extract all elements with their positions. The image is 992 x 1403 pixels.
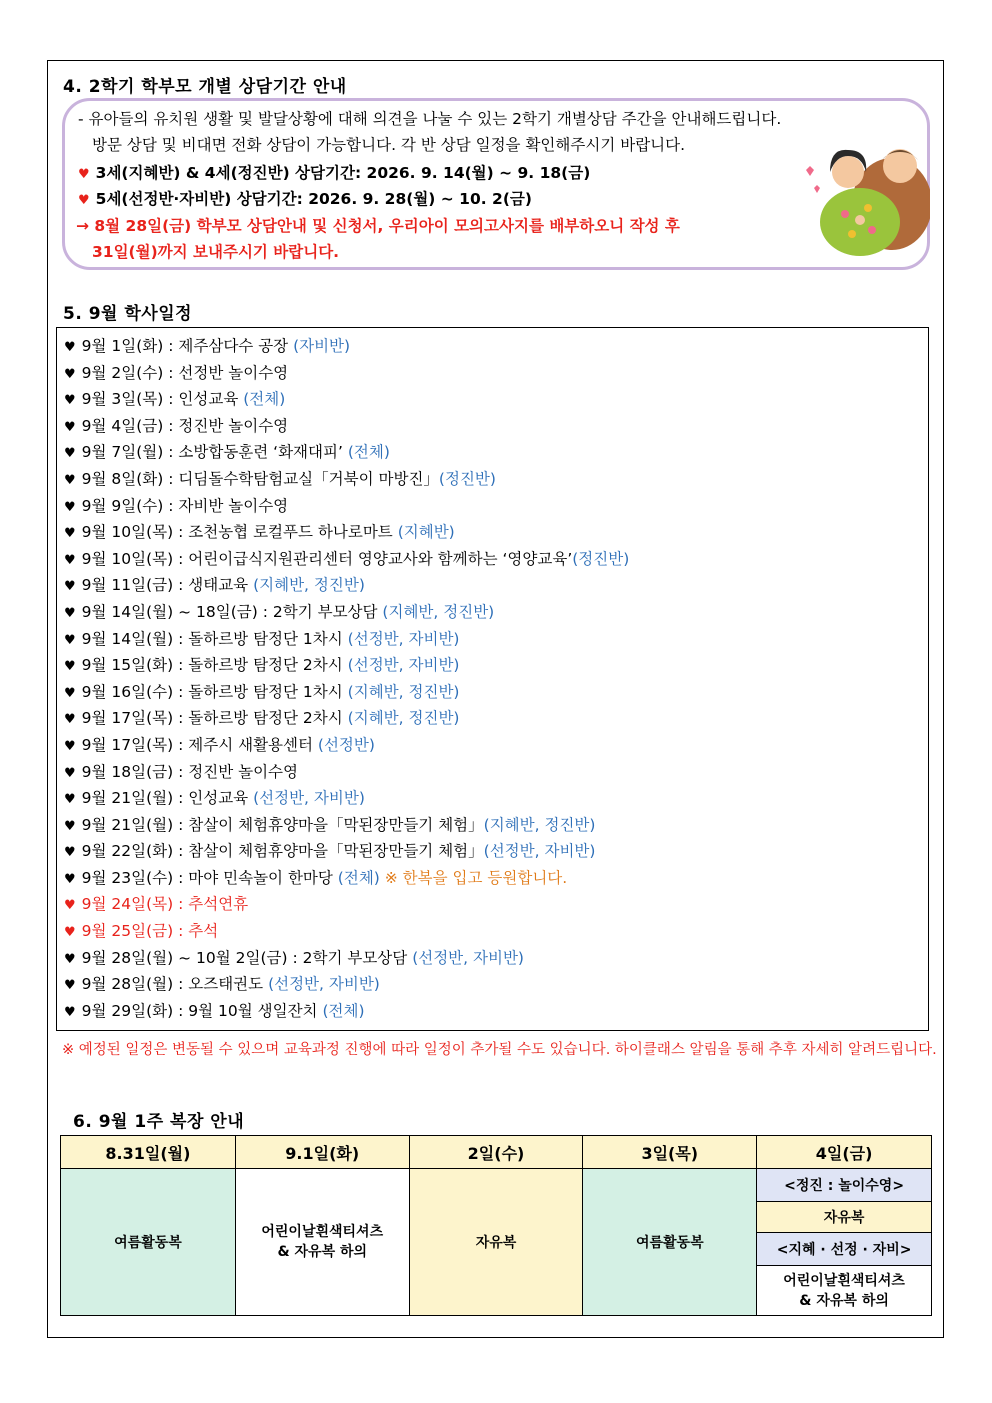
schedule-item-class-tag: (전체) (243, 390, 286, 409)
schedule-item-text: 9월 14일(월) : 돌하르방 탐정단 1차시 (81, 629, 348, 648)
schedule-item (64, 519, 629, 546)
dress-fri-b-value: 어린이날흰색티셔츠 & 자유복 하의 (757, 1266, 932, 1316)
schedule-item-class-tag: (전체) (322, 1001, 365, 1020)
schedule-item-text: 9월 23일(수) : 마야 민속놀이 한마당 (81, 868, 338, 887)
section4-intro2: 방문 상담 및 비대면 전화 상담이 가능합니다. 각 반 상담 일정을 확인해주시기 바랍니다. (92, 136, 686, 154)
heart-icon: ♥ (64, 393, 76, 409)
section4-intro1: - 유아들의 유치원 생활 및 발달상황에 대해 의견을 나눌 수 있는 2학기 개별상담 주간을 안내해드립니다. (78, 110, 782, 128)
heart-icon: ♥ (64, 792, 76, 808)
schedule-item-class-tag: (지혜반, 정진반) (253, 576, 365, 595)
section4-notice1: → 8월 28일(금) 학부모 상담안내 및 신청서, 우리아이 모의고사지를 배부하오니 작성 후 (76, 217, 680, 235)
schedule-item (64, 785, 629, 812)
schedule-item-text: 9월 9일(수) : 자비반 놀이수영 (81, 496, 289, 515)
schedule-item-class-tag: (지혜반) (397, 523, 455, 542)
heart-icon: ♥ (64, 632, 76, 648)
schedule-item-text: 9월 25일(금) : 추석 (81, 922, 219, 941)
header-wed: 2일(수) (409, 1136, 583, 1169)
schedule-item-text: 9월 29일(화) : 9월 10월 생일잔치 (81, 1001, 323, 1020)
heart-icon: ♥ (64, 366, 76, 382)
schedule-item (64, 386, 629, 413)
schedule-item (64, 679, 629, 706)
schedule-item-class-tag: (선정반, 자비반) (253, 789, 365, 808)
schedule-item-text: 9월 8일(화) : 디딤돌수학탐험교실「거북이 마방진」 (81, 469, 439, 488)
dress-fri-b-label: <지혜 · 선정 · 자비> (757, 1233, 932, 1266)
heart-icon: ♥ (64, 472, 76, 488)
heart-icon: ♥ (64, 419, 76, 435)
schedule-item-text: 9월 3일(목) : 인성교육 (81, 390, 244, 409)
header-mon: 8.31일(월) (61, 1136, 236, 1169)
schedule-item-text: 9월 18일(금) : 정진반 놀이수영 (81, 762, 298, 781)
schedule-item-text: 9월 7일(월) : 소방합동훈련 ‘화재대피’ (81, 443, 348, 462)
schedule-item-class-tag: (선정반) (317, 735, 375, 754)
schedule-item-class-tag: (선정반, 자비반) (268, 975, 380, 994)
schedule-item-class-tag: (지혜반, 정진반) (347, 709, 460, 728)
heart-icon: ♥ (64, 738, 76, 754)
heart-icon: ♥ (64, 765, 76, 781)
dress-table (60, 1135, 932, 1316)
schedule-item-text: 9월 10일(목) : 조천농협 로컬푸드 하나로마트 (81, 523, 398, 542)
schedule-note: ※ 예정된 일정은 변동될 수 있으며 교육과정 진행에 따라 일정이 추가될 수도 있습니다. 하이클래스 알림을 통해 추후 자세히 알려드립니다. (62, 1042, 937, 1058)
schedule-item (64, 705, 629, 732)
heart-icon: ♥ (64, 685, 76, 701)
schedule-item (64, 865, 629, 892)
schedule-list (64, 333, 629, 1024)
schedule-item-class-tag: (선정반, 자비반) (347, 629, 460, 648)
dress-fri-a-value: 자유복 (757, 1202, 932, 1233)
schedule-item-class-tag: (지혜반, 정진반) (347, 682, 460, 701)
schedule-item (64, 945, 629, 972)
heart-icon: ♥ (64, 499, 76, 515)
schedule-item-text: 9월 16일(수) : 돌하르방 탐정단 1차시 (81, 682, 348, 701)
section4-period2 (78, 187, 532, 209)
heart-icon: ♥ (64, 446, 76, 462)
dress-fri-a-label: <정진 : 놀이수영> (757, 1169, 932, 1202)
section5-title: 5. 9월 학사일정 (63, 304, 193, 324)
heart-icon: ♥ (64, 1004, 76, 1020)
section4-title: 4. 2학기 학부모 개별 상담기간 안내 (63, 77, 347, 97)
heart-icon: ♥ (64, 659, 76, 675)
dress-mon: 여름활동복 (61, 1169, 236, 1316)
schedule-item (64, 998, 629, 1025)
schedule-item (64, 493, 629, 520)
schedule-item-class-tag: (전체) (347, 443, 390, 462)
schedule-item (64, 759, 629, 786)
schedule-item (64, 838, 629, 865)
schedule-item-text: 9월 17일(목) : 제주시 새활용센터 (81, 735, 318, 754)
schedule-item-text: 9월 22일(화) : 참살이 체험휴양마을「막된장만들기 체험」 (81, 842, 484, 861)
header-thu: 3일(목) (583, 1136, 757, 1169)
schedule-item-text: 9월 17일(목) : 돌하르방 탐정단 2차시 (81, 709, 348, 728)
schedule-item-text: 9월 11일(금) : 생태교육 (81, 576, 254, 595)
schedule-item-text: 9월 1일(화) : 제주삼다수 공장 (81, 337, 294, 355)
schedule-item-text: 9월 4일(금) : 정진반 놀이수영 (81, 416, 289, 435)
schedule-item (64, 439, 629, 466)
heart-icon: ♥ (64, 552, 76, 568)
schedule-item-text: 9월 28일(월) ~ 10월 2일(금) : 2학기 부모상담 (81, 948, 413, 967)
schedule-item (64, 413, 629, 440)
period2-text: 5세(선정반·자비반) 상담기간: 2026. 9. 28(월) ~ 10. 2(금) (95, 190, 532, 208)
schedule-item (64, 572, 629, 599)
section6-title: 6. 9월 1주 복장 안내 (73, 1112, 245, 1132)
schedule-item-text: 9월 28일(월) : 오즈태권도 (81, 975, 269, 994)
heart-icon: ♥ (78, 193, 90, 208)
schedule-item-text: 9월 21일(월) : 인성교육 (81, 789, 254, 808)
heart-icon: ♥ (78, 167, 90, 182)
schedule-item (64, 546, 629, 573)
heart-icon: ♥ (64, 925, 76, 941)
schedule-item-class-tag: (선정반, 자비반) (412, 948, 524, 967)
schedule-item-extra: ※ 한복을 입고 등원합니다. (379, 868, 568, 887)
schedule-item-class-tag: (지혜반, 정진반) (382, 602, 495, 621)
schedule-item (64, 812, 629, 839)
schedule-item-class-tag: (전체) (337, 868, 380, 887)
dress-wed: 자유복 (409, 1169, 583, 1316)
schedule-item-text: 9월 2일(수) : 선정반 놀이수영 (81, 363, 289, 382)
period1-text: 3세(지혜반) & 4세(정진반) 상담기간: 2026. 9. 14(월) ~ 9. 18(금) (95, 164, 591, 182)
heart-icon: ♥ (64, 579, 76, 595)
schedule-item (64, 652, 629, 679)
schedule-item-class-tag: (선정반, 자비반) (347, 656, 460, 675)
schedule-item (64, 732, 629, 759)
heart-icon: ♥ (64, 845, 76, 861)
schedule-item (64, 891, 629, 918)
heart-icon: ♥ (64, 340, 76, 355)
schedule-item (64, 918, 629, 945)
section4-notice2: 31일(월)까지 보내주시기 바랍니다. (92, 243, 340, 261)
schedule-item (64, 971, 629, 998)
family-illustration (800, 142, 930, 260)
schedule-item-text: 9월 10일(목) : 어린이급식지원관리센터 영양교사와 함께하는 ‘영양교육’ (81, 549, 573, 568)
heart-icon: ♥ (64, 898, 76, 914)
schedule-item-class-tag: (지혜반, 정진반) (483, 815, 596, 834)
schedule-item (64, 360, 629, 387)
schedule-item-text: 9월 21일(월) : 참살이 체험휴양마을「막된장만들기 체험」 (81, 815, 484, 834)
header-tue: 9.1일(화) (235, 1136, 409, 1169)
section4-period1 (78, 161, 590, 183)
schedule-item-class-tag: (자비반) (293, 337, 351, 355)
schedule-item-text: 9월 24일(목) : 추석연휴 (81, 895, 249, 914)
schedule-item-class-tag: (선정반, 자비반) (483, 842, 596, 861)
schedule-item-text: 9월 14일(월) ~ 18일(금) : 2학기 부모상담 (81, 602, 383, 621)
heart-icon: ♥ (64, 526, 76, 542)
header-fri: 4일(금) (757, 1136, 932, 1169)
heart-icon: ♥ (64, 818, 76, 834)
schedule-item-text: 9월 15일(화) : 돌하르방 탐정단 2차시 (81, 656, 348, 675)
heart-icon: ♥ (64, 605, 76, 621)
schedule-item (64, 599, 629, 626)
heart-icon: ♥ (64, 951, 76, 967)
dress-tue: 어린이날흰색티셔츠 & 자유복 하의 (235, 1169, 409, 1316)
heart-icon: ♥ (64, 871, 76, 887)
schedule-item (64, 626, 629, 653)
schedule-item (64, 466, 629, 493)
heart-icon: ♥ (64, 712, 76, 728)
schedule-item (64, 333, 629, 360)
heart-icon: ♥ (64, 978, 76, 994)
schedule-item-class-tag: (정진반) (438, 469, 496, 488)
dress-header-row (61, 1136, 932, 1169)
dress-thu: 여름활동복 (583, 1169, 757, 1316)
schedule-item-class-tag: (정진반) (572, 549, 630, 568)
